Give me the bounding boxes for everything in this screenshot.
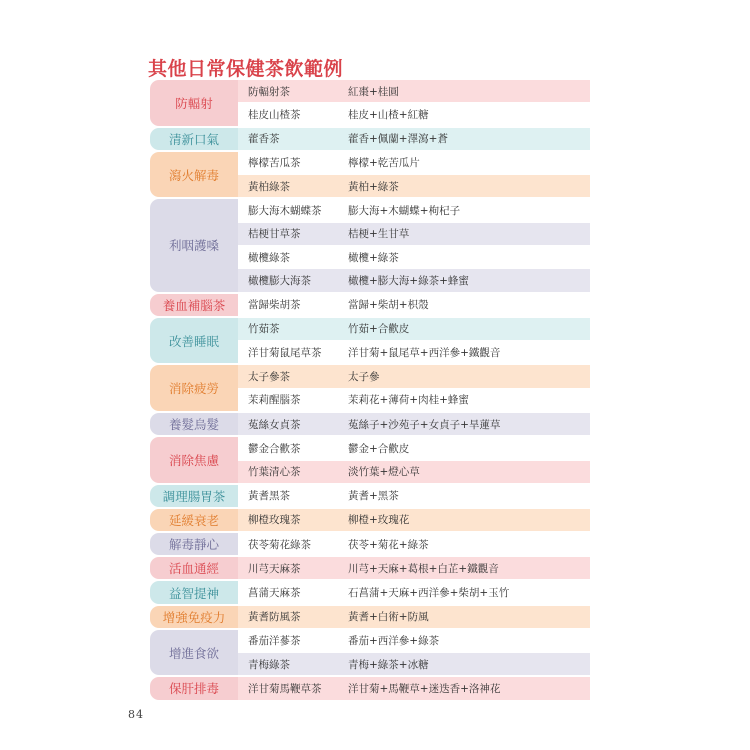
category-rows <box>238 533 590 555</box>
category-label: 瀉火解毒 <box>150 152 238 198</box>
category-rows <box>238 80 590 126</box>
category-label: 消除焦慮 <box>150 437 238 483</box>
table-row <box>238 246 590 268</box>
table-row <box>238 606 590 628</box>
tea-name: 鬱金合歡茶 <box>248 442 301 455</box>
table-row <box>238 175 590 197</box>
tea-name: 菟絲女貞茶 <box>248 418 301 431</box>
table-row <box>238 341 590 363</box>
tea-ingredients: 茉莉花+薄荷+肉桂+蜂蜜 <box>348 394 469 407</box>
category-label: 調理腸胃茶 <box>150 485 238 507</box>
category-rows <box>238 606 590 628</box>
tea-ingredients: 藿香+佩蘭+澤瀉+蒼 <box>348 133 448 146</box>
category-rows <box>238 485 590 507</box>
table-row <box>238 413 590 435</box>
tea-name: 黃耆黑茶 <box>248 490 290 503</box>
category-group <box>150 533 590 555</box>
category-label: 利咽護嗓 <box>150 199 238 291</box>
category-group <box>150 581 590 603</box>
tea-name: 茉莉醒腦茶 <box>248 394 301 407</box>
tea-name: 黃柏綠茶 <box>248 180 290 193</box>
tea-name: 藿香茶 <box>248 133 280 146</box>
tea-table <box>150 80 590 702</box>
table-row <box>238 533 590 555</box>
tea-ingredients: 青梅+綠茶+冰糖 <box>348 658 429 671</box>
table-row <box>238 389 590 411</box>
tea-name: 番茄洋蔘茶 <box>248 635 301 648</box>
tea-name: 川芎天麻茶 <box>248 562 301 575</box>
category-label: 益智提神 <box>150 581 238 603</box>
tea-ingredients: 番茄+西洋參+綠茶 <box>348 635 440 648</box>
table-row <box>238 223 590 245</box>
tea-name: 檸檬苦瓜茶 <box>248 157 301 170</box>
tea-ingredients: 紅棗+桂圓 <box>348 85 399 98</box>
category-group <box>150 557 590 579</box>
category-rows <box>238 437 590 483</box>
table-row <box>238 581 590 603</box>
table-row <box>238 461 590 483</box>
table-row <box>238 365 590 387</box>
table-row <box>238 509 590 531</box>
tea-ingredients: 桔梗+生甘草 <box>348 228 410 241</box>
tea-ingredients: 黃耆+黑茶 <box>348 490 399 503</box>
table-row <box>238 199 590 221</box>
category-rows <box>238 365 590 411</box>
tea-name: 太子參茶 <box>248 370 290 383</box>
tea-ingredients: 茯苓+菊花+綠茶 <box>348 538 429 551</box>
category-group <box>150 128 590 150</box>
category-group <box>150 630 590 676</box>
tea-name: 竹茹茶 <box>248 323 280 336</box>
tea-name: 竹葉清心茶 <box>248 466 301 479</box>
tea-name: 橄欖綠茶 <box>248 251 290 264</box>
category-label: 養血補腦茶 <box>150 294 238 316</box>
table-row <box>238 294 590 316</box>
tea-ingredients: 當歸+柴胡+枳殼 <box>348 299 429 312</box>
table-row <box>238 80 590 102</box>
category-label: 養髮烏髮 <box>150 413 238 435</box>
category-rows <box>238 581 590 603</box>
tea-ingredients: 川芎+天麻+葛根+白芷+鐵觀音 <box>348 562 499 575</box>
tea-ingredients: 鬱金+合歡皮 <box>348 442 410 455</box>
tea-ingredients: 黃柏+綠茶 <box>348 180 399 193</box>
tea-name: 桂皮山楂茶 <box>248 108 301 121</box>
table-row <box>238 152 590 174</box>
tea-name: 桔梗甘草茶 <box>248 228 301 241</box>
tea-name: 茯苓菊花綠茶 <box>248 538 311 551</box>
category-label: 消除疲勞 <box>150 365 238 411</box>
category-group <box>150 199 590 291</box>
category-rows <box>238 557 590 579</box>
category-group <box>150 365 590 411</box>
tea-ingredients: 石菖蒲+天麻+西洋參+柴胡+玉竹 <box>348 587 510 600</box>
category-label: 解毒靜心 <box>150 533 238 555</box>
category-group <box>150 437 590 483</box>
tea-name: 柳橙玫瑰茶 <box>248 514 301 527</box>
category-rows <box>238 294 590 316</box>
category-rows <box>238 630 590 676</box>
tea-ingredients: 竹茹+合歡皮 <box>348 323 410 336</box>
tea-name: 洋甘菊馬鞭草茶 <box>248 682 322 695</box>
category-group <box>150 677 590 699</box>
category-label: 延緩衰老 <box>150 509 238 531</box>
category-label: 改善睡眠 <box>150 318 238 364</box>
category-rows <box>238 318 590 364</box>
category-group <box>150 509 590 531</box>
tea-ingredients: 黃耆+白術+防風 <box>348 611 429 624</box>
category-rows <box>238 152 590 198</box>
tea-name: 菖蒲天麻茶 <box>248 587 301 600</box>
tea-ingredients: 菟絲子+沙苑子+女貞子+旱蓮草 <box>348 418 501 431</box>
tea-ingredients: 橄欖+膨大海+綠茶+蜂蜜 <box>348 275 469 288</box>
table-row <box>238 128 590 150</box>
category-label: 清新口氣 <box>150 128 238 150</box>
table-row <box>238 318 590 340</box>
category-rows <box>238 413 590 435</box>
tea-name: 黃耆防風茶 <box>248 611 301 624</box>
category-label: 增強免疫力 <box>150 606 238 628</box>
tea-ingredients: 洋甘菊+馬鞭草+迷迭香+洛神花 <box>348 682 501 695</box>
tea-name: 洋甘菊鼠尾草茶 <box>248 346 322 359</box>
category-label: 防輻射 <box>150 80 238 126</box>
tea-name: 當歸柴胡茶 <box>248 299 301 312</box>
category-group <box>150 80 590 126</box>
tea-name: 防輻射茶 <box>248 85 290 98</box>
tea-ingredients: 洋甘菊+鼠尾草+西洋參+鐵觀音 <box>348 346 501 359</box>
category-rows <box>238 199 590 291</box>
table-row <box>238 630 590 652</box>
page-number: 84 <box>128 708 144 721</box>
category-group <box>150 413 590 435</box>
tea-ingredients: 桂皮+山楂+紅糖 <box>348 108 429 121</box>
category-group <box>150 485 590 507</box>
tea-ingredients: 太子參 <box>348 370 380 383</box>
tea-ingredients: 橄欖+綠茶 <box>348 251 399 264</box>
table-row <box>238 437 590 459</box>
tea-ingredients: 柳橙+玫瑰花 <box>348 514 410 527</box>
category-label: 保肝排毒 <box>150 677 238 699</box>
category-group <box>150 606 590 628</box>
table-row <box>238 269 590 291</box>
category-rows <box>238 128 590 150</box>
table-row <box>238 677 590 699</box>
category-label: 增進食欲 <box>150 630 238 676</box>
category-label: 活血通經 <box>150 557 238 579</box>
table-row <box>238 485 590 507</box>
tea-ingredients: 檸檬+乾苦瓜片 <box>348 157 420 170</box>
page-title: 其他日常保健茶飲範例 <box>148 58 344 80</box>
tea-ingredients: 淡竹葉+燈心草 <box>348 466 420 479</box>
category-rows <box>238 677 590 699</box>
tea-name: 橄欖膨大海茶 <box>248 275 311 288</box>
table-row <box>238 557 590 579</box>
tea-ingredients: 膨大海+木蝴蝶+枸杞子 <box>348 204 461 217</box>
category-rows <box>238 509 590 531</box>
category-group <box>150 294 590 316</box>
table-row <box>238 653 590 675</box>
table-row <box>238 103 590 125</box>
category-group <box>150 318 590 364</box>
tea-name: 青梅綠茶 <box>248 658 290 671</box>
tea-name: 膨大海木蝴蝶茶 <box>248 204 322 217</box>
category-group <box>150 152 590 198</box>
